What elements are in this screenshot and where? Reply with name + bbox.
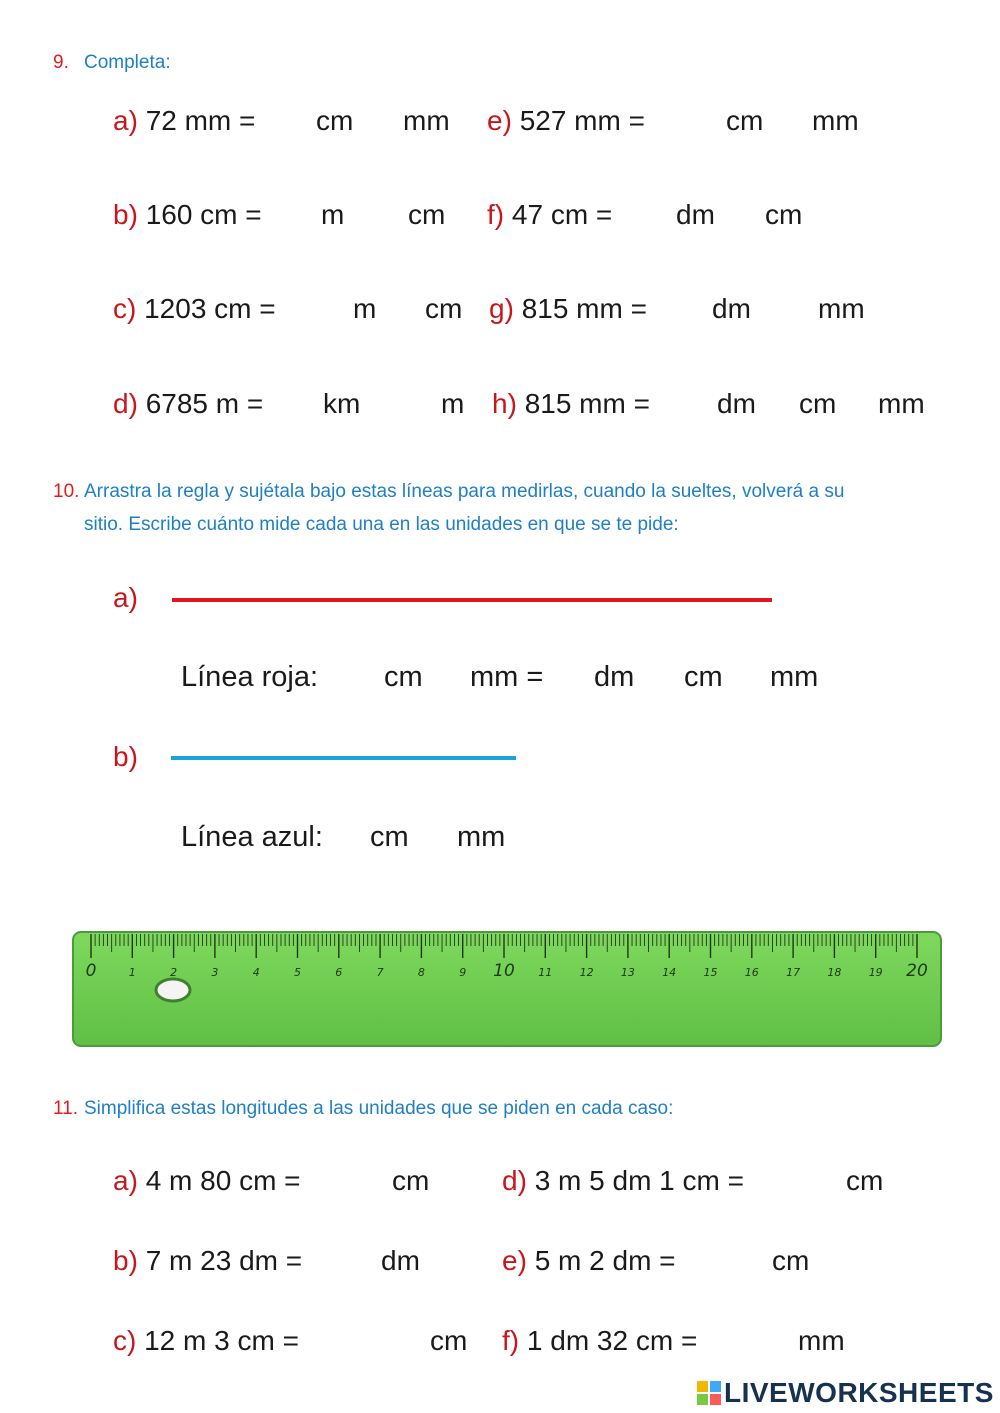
ruler-tick-label: 16	[744, 966, 759, 979]
unit-dm: dm	[712, 293, 751, 324]
ruler-tick-label: 3	[211, 966, 219, 979]
item-label: c)	[113, 1325, 137, 1356]
unit-cm: cm	[765, 199, 803, 230]
item-expression: 1 dm 32 cm =	[526, 1325, 698, 1356]
unit-cm: cm	[408, 199, 446, 230]
unit-cm: cm	[392, 1165, 430, 1196]
item-label: b)	[113, 741, 138, 772]
unit-cm: cm	[430, 1325, 468, 1356]
q10-prompt-line2: sitio. Escribe cuánto mide cada una en las unidades en que se te pide:	[84, 514, 679, 535]
item-label: d)	[113, 388, 138, 419]
unit-cm: cm	[384, 661, 423, 693]
q11-item-a	[113, 1167, 301, 1195]
ruler-tick-label: 20	[906, 961, 928, 981]
item-label: a)	[113, 1165, 138, 1196]
item-label: f)	[487, 199, 505, 230]
q9-item-b	[113, 201, 262, 229]
unit-mm: mm	[812, 105, 859, 136]
item-expression: 815 mm =	[524, 388, 650, 419]
ruler-tick-label: 1	[128, 966, 136, 979]
q9-item-d	[113, 390, 263, 418]
ruler-tick-label: 14	[662, 966, 677, 979]
ruler-tick-label: 13	[620, 966, 635, 979]
logo-grid-icon	[697, 1381, 721, 1405]
item-expression: 12 m 3 cm =	[144, 1325, 299, 1356]
unit-mm: mm	[403, 105, 450, 136]
ruler-tick-label: 9	[459, 966, 467, 979]
item-label: e)	[502, 1245, 527, 1276]
unit-mm: mm	[457, 821, 506, 853]
q11-number: 11.	[53, 1098, 79, 1119]
q11-item-d	[502, 1167, 744, 1195]
ruler-tick-label: 4	[252, 966, 260, 979]
unit-dm: dm	[381, 1245, 420, 1276]
red-line	[172, 598, 772, 602]
item-expression: 6785 m =	[145, 388, 264, 419]
item-expression: 7 m 23 dm =	[145, 1245, 303, 1276]
q11-item-c	[113, 1327, 299, 1355]
draggable-ruler[interactable]	[70, 928, 944, 1050]
q10-prompt-line1: Arrastra la regla y sujétala bajo estas líneas para medirlas, cuando la sueltes, volverá a su	[84, 481, 845, 502]
unit-mm: mm	[818, 293, 865, 324]
logo-text: LIVEWORKSHEETS	[724, 1377, 994, 1408]
q9-prompt: Completa:	[84, 52, 171, 73]
item-label: f)	[502, 1325, 520, 1356]
q9-item-h	[492, 390, 650, 418]
q11-item-b	[113, 1247, 302, 1275]
unit-cm: cm	[316, 105, 354, 136]
q9-item-e	[487, 107, 645, 135]
unit-dm: dm	[717, 388, 756, 419]
unit-cm: cm	[370, 821, 409, 853]
item-expression: 1203 cm =	[144, 293, 276, 324]
unit-m: m	[321, 199, 345, 230]
unit-cm: cm	[772, 1245, 810, 1276]
item-expression: 4 m 80 cm =	[145, 1165, 301, 1196]
unit-dm: dm	[594, 661, 635, 693]
q9-item-a	[113, 107, 255, 135]
ruler-tick-label: 19	[868, 966, 883, 979]
ruler-tick-label: 6	[335, 966, 343, 979]
ruler-handle-icon[interactable]	[156, 979, 190, 1001]
ruler-tick-label: 18	[827, 966, 842, 979]
q9-item-f	[487, 201, 612, 229]
q11-item-e	[502, 1247, 676, 1275]
item-expression: 160 cm =	[145, 199, 262, 230]
blue-line-caption: Línea azul:	[181, 821, 323, 853]
ruler-tick-label: 2	[170, 966, 178, 979]
unit-cm: cm	[726, 105, 764, 136]
ruler-tick-label: 10	[493, 961, 515, 981]
q9-number: 9.	[53, 52, 69, 73]
item-label: a)	[113, 105, 138, 136]
ruler-tick-label: 12	[579, 966, 594, 979]
unit-mm: mm	[878, 388, 925, 419]
ruler-tick-label: 8	[417, 966, 425, 979]
item-expression: 47 cm =	[511, 199, 613, 230]
ruler-body[interactable]	[73, 932, 941, 1046]
item-expression: 527 mm =	[519, 105, 645, 136]
item-label: d)	[502, 1165, 527, 1196]
unit-cm: cm	[425, 293, 463, 324]
liveworksheets-logo[interactable]	[697, 1377, 994, 1409]
q10-number: 10.	[53, 481, 80, 502]
item-label: c)	[113, 293, 137, 324]
q9-item-g	[489, 295, 647, 323]
q10-label-a	[113, 584, 138, 612]
item-label: a)	[113, 582, 138, 613]
unit-mm: mm	[770, 661, 819, 693]
ruler-tick-label: 15	[703, 966, 718, 979]
item-label: g)	[489, 293, 514, 324]
unit-cm: cm	[846, 1165, 884, 1196]
ruler-tick-label: 0	[85, 961, 97, 981]
unit-m: m	[353, 293, 377, 324]
q9-item-c	[113, 295, 276, 323]
unit-cm: cm	[684, 661, 723, 693]
item-label: h)	[492, 388, 517, 419]
blue-line	[171, 756, 516, 760]
q10-label-b	[113, 743, 138, 771]
ruler-tick-label: 11	[538, 966, 553, 979]
item-label: e)	[487, 105, 512, 136]
ruler-tick-label: 7	[376, 966, 384, 979]
unit-cm: cm	[799, 388, 837, 419]
ruler-tick-label: 5	[294, 966, 301, 979]
item-expression: 72 mm =	[145, 105, 256, 136]
unit-mm: mm	[798, 1325, 845, 1356]
item-expression: 815 mm =	[521, 293, 647, 324]
red-line-caption: Línea roja:	[181, 661, 319, 693]
item-label: b)	[113, 199, 138, 230]
unit-km: km	[323, 388, 361, 419]
unit-mm-equals: mm =	[470, 661, 544, 693]
q11-prompt: Simplifica estas longitudes a las unidades que se piden en cada caso:	[84, 1098, 674, 1119]
item-expression: 3 m 5 dm 1 cm =	[534, 1165, 744, 1196]
item-label: b)	[113, 1245, 138, 1276]
ruler-tick-label: 17	[786, 966, 801, 979]
unit-dm: dm	[676, 199, 715, 230]
item-expression: 5 m 2 dm =	[534, 1245, 676, 1276]
q11-item-f	[502, 1327, 697, 1355]
unit-m: m	[441, 388, 465, 419]
ruler-ticks	[91, 934, 917, 958]
